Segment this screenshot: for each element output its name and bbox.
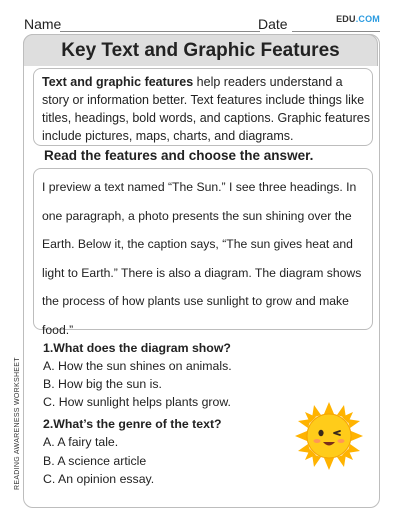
question-1-option-b[interactable]: B. How big the sun is. — [43, 377, 162, 391]
question-2: 2.What’s the genre of the text? — [43, 417, 222, 431]
question-1-option-a[interactable]: A. How the sun shines on animals. — [43, 359, 232, 373]
passage-line: the process of how plants use sunlight to grow and make — [42, 294, 349, 308]
sun-eye-left — [318, 430, 323, 436]
page-title: Key Text and Graphic Features — [61, 39, 340, 61]
passage-line: Earth. Below it, the caption says, “The sun gives heat and — [42, 237, 353, 251]
passage-line: one paragraph, a photo presents the sun shining over the — [42, 208, 352, 223]
sidebar-label: READING AWARENESS WORKSHEET — [14, 357, 21, 490]
passage-line: food.” — [42, 322, 74, 337]
passage-line: I preview a text named “The Sun.” I see three headings. In — [42, 180, 357, 194]
smiling-sun-icon — [293, 400, 365, 472]
question-1-option-c[interactable]: C. How sunlight helps plants grow. — [43, 395, 231, 409]
date-line — [292, 31, 380, 32]
question-2-option-b[interactable]: B. A science article — [43, 454, 147, 468]
question-2-option-c[interactable]: C. An opinion essay. — [43, 472, 155, 486]
date-label: Date — [258, 16, 288, 32]
intro-bold-lead: Text and graphic features — [42, 75, 194, 89]
instruction-heading: Read the features and choose the answer. — [44, 148, 314, 163]
intro-box — [33, 68, 373, 146]
question-2-option-a[interactable]: A. A fairy tale. — [43, 435, 119, 449]
worksheet-header — [22, 14, 382, 34]
title-bar — [23, 34, 378, 66]
intro-text: help readers understand a story or information better. Text features include things like titles, headings, bold words, and captions. Graphic features include pictures, maps, charts, and diagrams. — [42, 75, 370, 143]
name-line — [60, 31, 260, 32]
question-1: 1.What does the diagram show? — [43, 341, 231, 355]
name-label: Name — [24, 16, 62, 32]
passage-line: light to Earth.” There is also a diagram. The diagram shows — [42, 265, 362, 280]
brand-logo: EDU.COM — [336, 14, 380, 24]
passage-box — [33, 168, 373, 337]
